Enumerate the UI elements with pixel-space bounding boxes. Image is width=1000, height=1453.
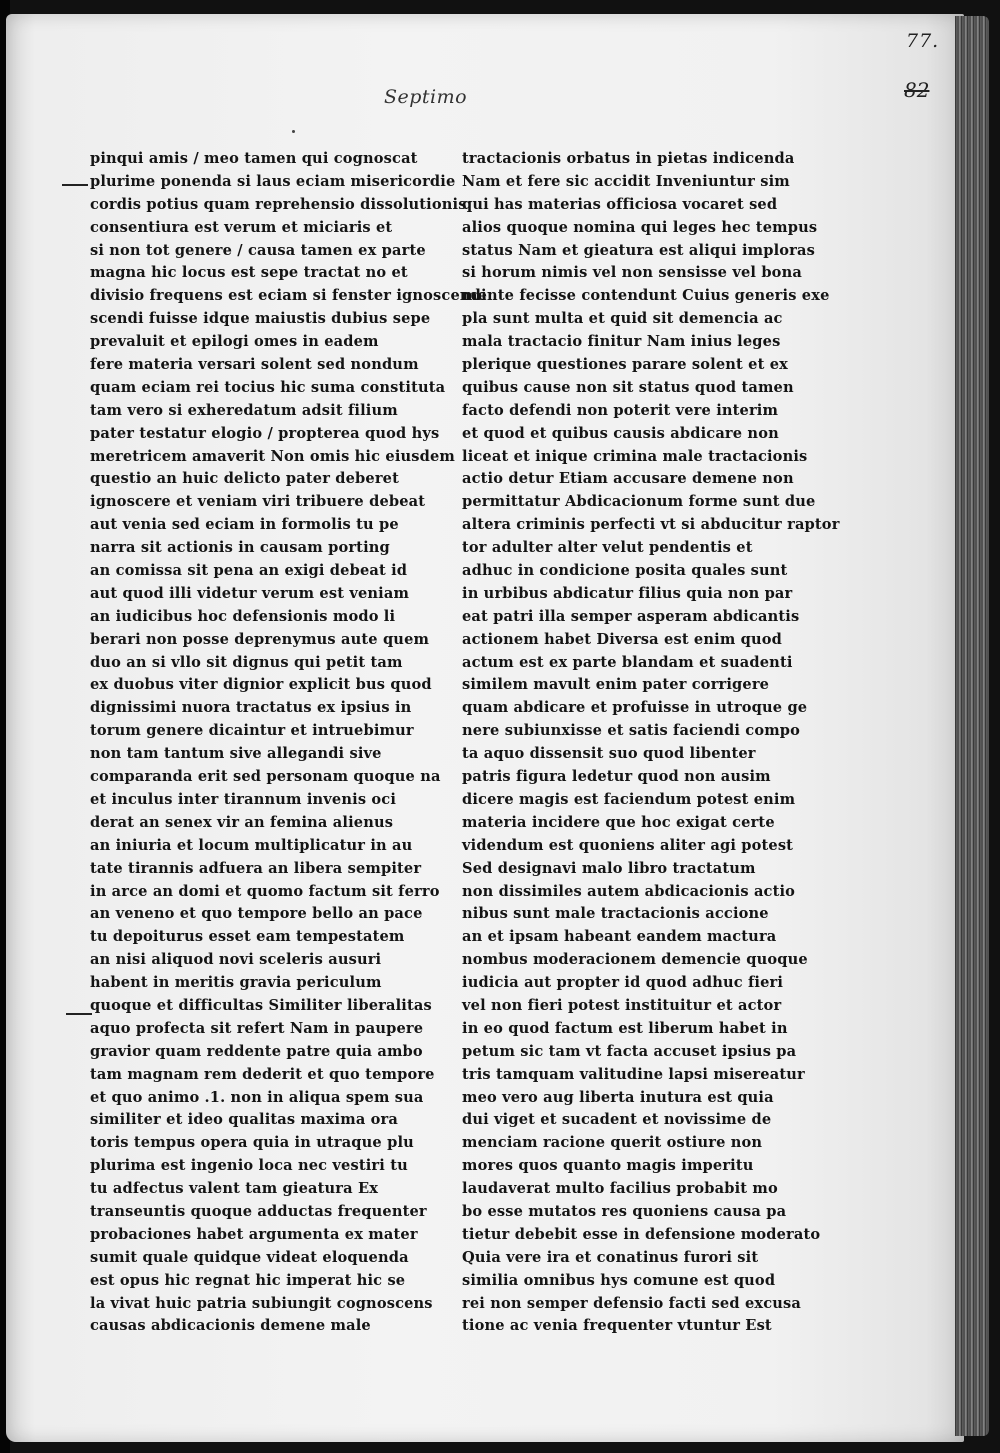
text-line: bo esse mutatos res quoniens causa pa [462,1202,787,1220]
text-line: habent in meritis gravia periculum [90,974,382,992]
text-line: mores quos quanto magis imperitu [462,1157,754,1175]
text-line: nere subiunxisse et satis faciendi compo [462,722,801,740]
text-line: quibus cause non sit status quod tamen [462,378,794,396]
text-line: torum genere dicaintur et intruebimur [90,722,414,740]
text-line: berari non posse deprenymus aute quem [90,630,430,648]
text-line: menciam racione querit ostiure non [462,1134,763,1152]
text-line: nombus moderacionem demencie quoque [462,951,808,969]
text-line: vel non fieri potest instituitur et actor [462,996,782,1014]
text-line: rei non semper defensio facti sed excusa [462,1294,801,1312]
text-line: quam eciam rei tocius hic suma constituta [90,378,446,396]
text-line: et inculus inter tirannum invenis oci [90,790,397,808]
text-line: non dissimiles autem abdicacionis actio [462,882,796,900]
text-line: an nisi aliquod novi sceleris ausuri [90,951,382,969]
text-line: causas abdicacionis demene male [90,1317,371,1335]
text-line: mala tractacio finitur Nam inius leges [462,333,781,351]
ink-dot [292,130,295,133]
folio-number: 77. [906,30,940,52]
text-line: facto defendi non poterit vere interim [462,401,779,419]
text-line: quam abdicare et profuisse in utroque ge [462,699,808,717]
text-line: est opus hic regnat hic imperat hic se [90,1271,406,1289]
text-line: eat patri illa semper asperam abdicantis [462,607,800,625]
text-line: tam magnam rem dederit et quo tempore [90,1065,435,1083]
text-line: probaciones habet argumenta ex mater [90,1225,418,1243]
text-line: magna hic locus est sepe tractat no et [90,264,408,282]
text-line: in arce an domi et quomo factum sit ferro [90,882,440,900]
text-line: dignissimi nuora tractatus ex ipsius in [90,699,412,717]
text-line: in urbibus abdicatur filius quia non par [462,584,793,602]
margin-stroke [66,1013,92,1015]
text-line: liceat et inique crimina male tractacionis [462,447,808,465]
text-line: meretricem amaverit Non omis hic eiusdem [90,447,456,465]
text-line: pinqui amis / meo tamen qui cognoscat [90,150,418,167]
text-column-left [90,148,487,1338]
text-line: tu depoiturus esset eam tempestatem [90,928,405,946]
text-line: nibus sunt male tractacionis accione [462,905,769,923]
text-line: gravior quam reddente patre quia ambo [90,1042,423,1060]
text-line: laudaverat multo facilius probabit mo [462,1180,778,1198]
running-head: Septimo [384,86,468,108]
text-line: tractacionis orbatus in pietas indicenda [462,150,795,167]
text-line: similem mavult enim pater corrigere [462,676,770,694]
text-line: mente fecisse contendunt Cuius generis exe [462,287,830,305]
text-line: et quo animo .1. non in aliqua spem sua [90,1088,424,1106]
text-line: actio detur Etiam accusare demene non [462,470,794,488]
text-line: ignoscere et veniam viri tribuere debeat [90,493,426,511]
text-line: duo an si vllo sit dignus qui petit tam [90,653,403,671]
text-line: plurime ponenda si laus eciam misericordie [90,172,456,190]
text-line: tam vero si exheredatum adsit filium [90,401,398,419]
text-line: meo vero aug liberta inutura est quia [462,1088,774,1106]
text-line: aut quod illi videtur verum est veniam [90,584,410,602]
text-line: aut venia sed eciam in formolis tu pe [90,516,399,534]
text-line: sumit quale quidque videat eloquenda [90,1248,409,1266]
text-line: tu adfectus valent tam gieatura Ex [90,1180,379,1198]
text-line: an iudicibus hoc defensionis modo li [90,607,396,625]
margin-stroke [62,184,88,186]
text-line: in eo quod factum est liberum habet in [462,1019,788,1037]
text-line: plerique questiones parare solent et ex [462,356,788,374]
text-line: adhuc in condicione posita quales sunt [462,562,788,580]
old-folio-number: 82 [904,78,930,102]
text-line: actionem habet Diversa est enim quod [462,630,782,648]
text-line: scendi fuisse idque maiustis dubius sepe [90,310,431,328]
text-line: plurima est ingenio loca nec vestiri tu [90,1157,408,1175]
text-line: prevaluit et epilogi omes in eadem [90,333,379,351]
text-line: cordis potius quam reprehensio dissolutionis [90,195,467,213]
text-line: pla sunt multa et quid sit demencia ac [462,310,783,328]
text-line: toris tempus opera quia in utraque plu [90,1134,414,1152]
text-line: alios quoque nomina qui leges hec tempus [462,218,818,236]
text-line: aquo profecta sit refert Nam in paupere [90,1019,424,1037]
text-line: quoque et difficultas Similiter liberalitas [90,996,432,1014]
text-line: et quod et quibus causis abdicare non [462,424,779,442]
text-line: ta aquo dissensit suo quod libenter [462,745,756,763]
text-line: permittatur Abdicacionum forme sunt due [462,493,816,511]
text-line: derat an senex vir an femina alienus [90,813,394,831]
text-line: fere materia versari solent sed nondum [90,356,419,374]
text-line: iudicia aut propter id quod adhuc fieri [462,974,784,992]
text-line: pater testatur elogio / propterea quod hys [90,424,440,442]
text-line: materia incidere que hoc exigat certe [462,813,775,831]
text-line: Sed designavi malo libro tractatum [462,859,756,877]
text-line: tione ac venia frequenter vtuntur Est [462,1317,772,1335]
text-line: si non tot genere / causa tamen ex parte [90,241,426,259]
text-line: Nam et fere sic accidit Inveniuntur sim [462,172,790,190]
page-fore-edge [955,16,989,1436]
text-line: videndum est quoniens aliter agi potest [462,836,794,854]
text-line: petum sic tam vt facta accuset ipsius pa [462,1042,797,1060]
text-line: tate tirannis adfuera an libera sempiter [90,859,422,877]
text-line: si horum nimis vel non sensisse vel bona [462,264,802,282]
text-line: an veneno et quo tempore bello an pace [90,905,423,923]
text-line: narra sit actionis in causam porting [90,539,390,557]
text-line: similiter et ideo qualitas maxima ora [90,1111,398,1129]
text-line: actum est ex parte blandam et suadenti [462,653,793,671]
text-line: ex duobus viter dignior explicit bus quod [90,676,432,694]
text-line: qui has materias officiosa vocaret sed [462,195,778,213]
text-line: Quia vere ira et conatinus furori sit [462,1248,759,1266]
text-line: comparanda erit sed personam quoque na [90,768,441,786]
text-line: dicere magis est faciendum potest enim [462,790,796,808]
text-line: la vivat huic patria subiungit cognoscens [90,1294,433,1312]
text-line: dui viget et sucadent et novissime de [462,1111,772,1129]
text-line: an iniuria et locum multiplicatur in au [90,836,413,854]
text-line: tor adulter alter velut pendentis et [462,539,753,557]
text-line: patris figura ledetur quod non ausim [462,768,771,786]
text-line: status Nam et gieatura est aliqui imploras [462,241,815,259]
text-line: questio an huic delicto pater deberet [90,470,400,488]
text-line: an comissa sit pena an exigi debeat id [90,562,408,580]
text-line: divisio frequens est eciam si fenster ignoscendi [90,287,487,305]
text-line: tietur debebit esse in defensione moderato [462,1225,821,1243]
text-line: similia omnibus hys comune est quod [462,1271,776,1289]
text-line: non tam tantum sive allegandi sive [90,745,382,763]
text-column-right [462,148,840,1338]
text-line: consentiura est verum et miciaris et [90,218,393,236]
text-line: an et ipsam habeant eandem mactura [462,928,777,946]
text-line: altera criminis perfecti vt si abducitur raptor [462,516,840,534]
text-line: tris tamquam valitudine lapsi misereatur [462,1065,805,1083]
text-line: transeuntis quoque adductas frequenter [90,1202,427,1220]
